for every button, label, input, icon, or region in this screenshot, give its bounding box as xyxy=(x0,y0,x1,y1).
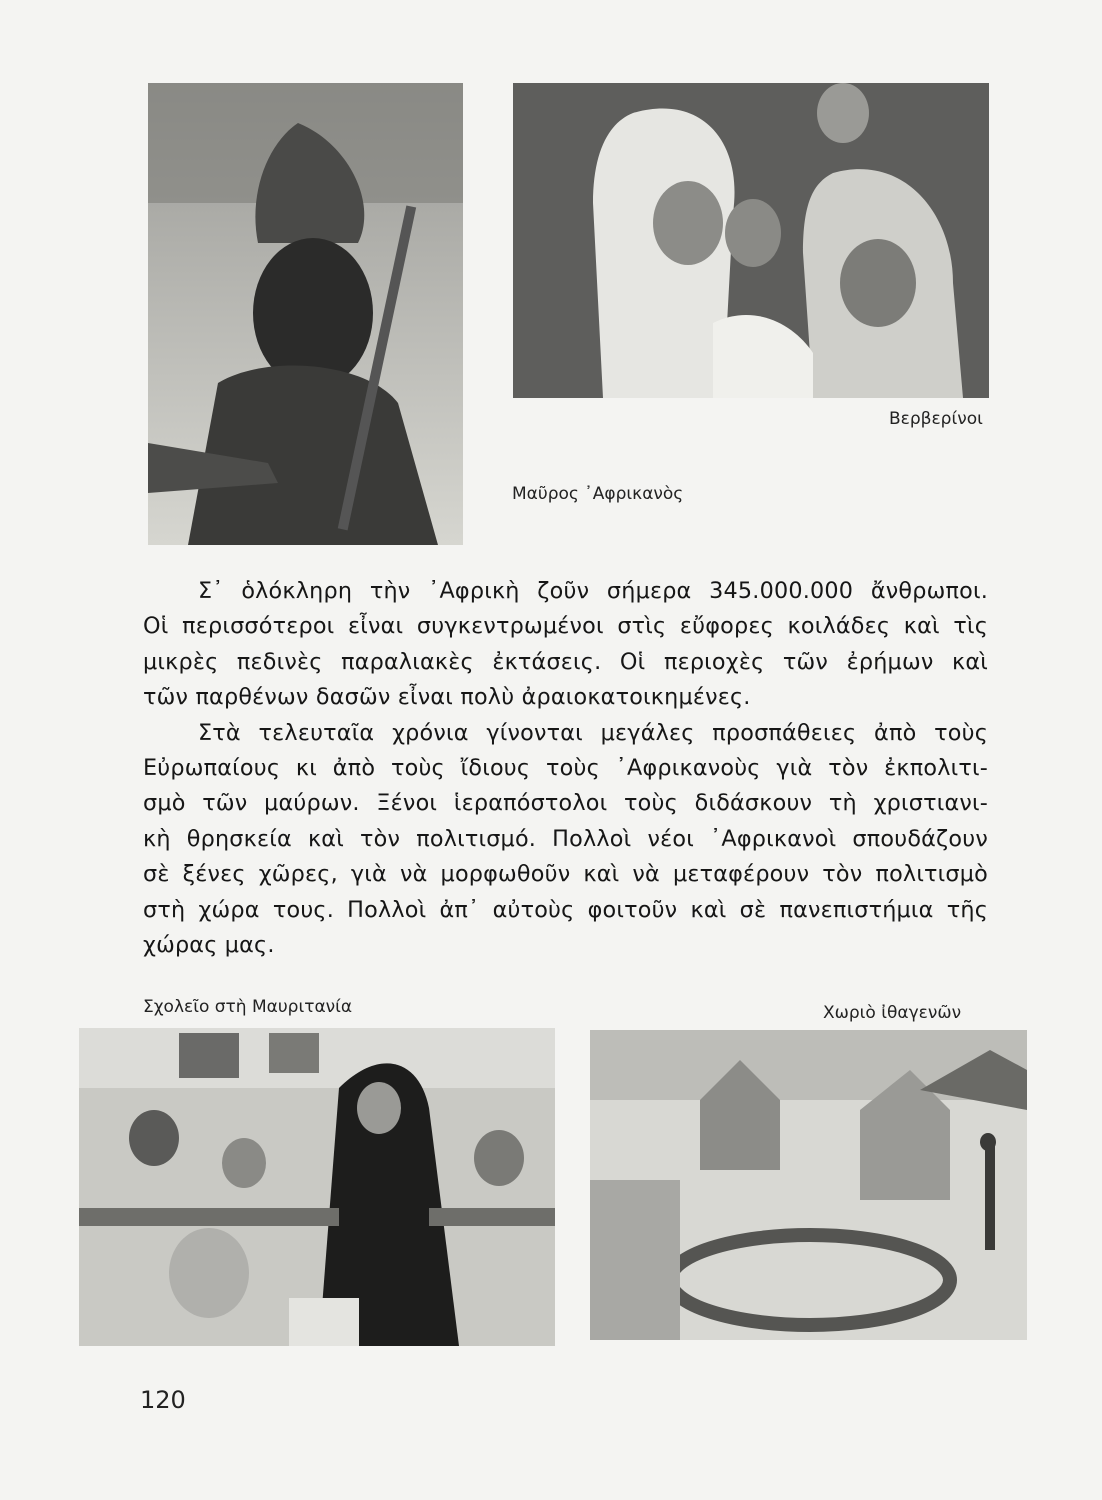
photo-african-man xyxy=(148,83,463,545)
photo-native-village xyxy=(590,1030,1027,1340)
body-line: χώρας μας. xyxy=(143,931,275,958)
body-line: Στὰ τελευταῖα χρόνια γίνονται μεγάλες προσπάθειες ἀπὸ τοὺς xyxy=(198,719,988,746)
body-line: Σ᾽ ὁλόκληρη τὴν ᾽Αφρικὴ ζοῦν σήμερα 345.000.000 ἄνθρωποι. xyxy=(198,578,988,604)
body-text xyxy=(143,574,988,963)
body-line: κὴ θρησκεία καὶ τὸν πολιτισμό. Πολλοὶ νέοι ᾽Αφρικανοὶ σπουδάζουν xyxy=(143,825,988,852)
body-line: Οἱ περισσότεροι εἶναι συγκεντρωμένοι στὶς εὔφορες κοιλάδες καὶ τὶς xyxy=(143,613,988,640)
body-line: στὴ χώρα τους. Πολλοὶ ἀπ᾽ αὐτοὺς φοιτοῦν καὶ σὲ πανεπιστήμια τῆς xyxy=(143,896,988,923)
body-line: τῶν παρθένων δασῶν εἶναι πολὺ ἀραιοκατοικημένες. xyxy=(143,684,751,711)
body-line: μικρὲς πεδινὲς παραλιακὲς ἐκτάσεις. Οἱ περιοχὲς τῶν ἐρήμων καὶ xyxy=(143,648,988,675)
body-line: σμὸ τῶν μαύρων. Ξένοι ἱεραπόστολοι τοὺς διδάσκουν τὴ χριστιανι- xyxy=(143,790,988,817)
body-line: σὲ ξένες χῶρες, γιὰ νὰ μορφωθοῦν καὶ νὰ μεταφέρουν τὸν πολιτισμὸ xyxy=(143,861,988,888)
page-number: 120 xyxy=(140,1386,186,1414)
photo-berbers xyxy=(513,83,989,398)
caption-school: Σχολεῖο στὴ Μαυριτανία xyxy=(143,997,353,1017)
caption-village: Χωριὸ ἰθαγενῶν xyxy=(823,1003,962,1023)
body-line: Εὐρωπαίους κι ἀπὸ τοὺς ἴδιους τοὺς ᾽Αφρικανοὺς γιὰ τὸν ἐκπολιτι- xyxy=(143,754,988,781)
caption-berbers: Βερβερίνοι xyxy=(889,409,983,429)
photo-school-mauritania xyxy=(79,1028,555,1346)
caption-african-man: Μαῦρος ᾽Αφρικανὸς xyxy=(512,484,684,504)
